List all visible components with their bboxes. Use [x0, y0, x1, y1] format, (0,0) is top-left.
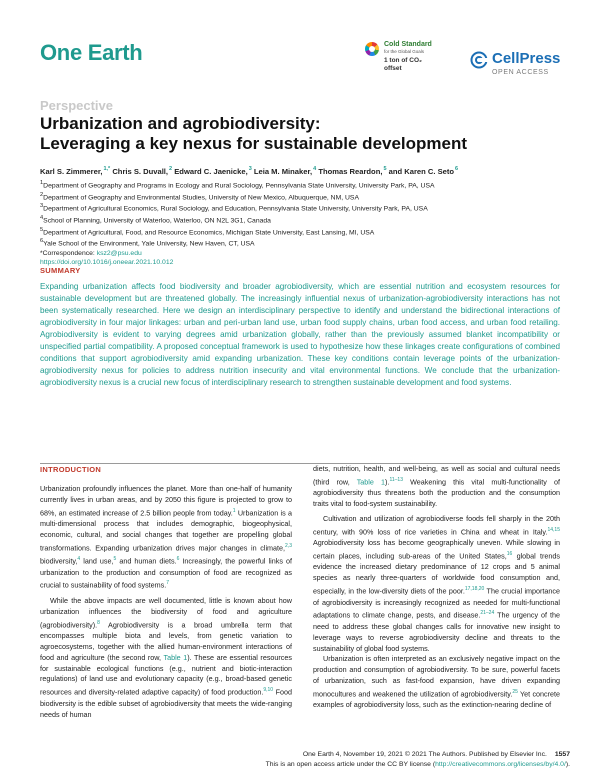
journal-title: One Earth [40, 40, 143, 65]
table-1-link[interactable]: Table 1 [356, 477, 386, 487]
body-column-right [313, 464, 560, 711]
affiliation: $^3$Department of Agricultural Economics, Rural Sociology, and Education, Pennsylvania State University, University Park, PA, USA [40, 203, 428, 213]
doi-link[interactable]: https://doi.org/10.1016/j.oneear.2021.10.012 [40, 259, 174, 267]
cold-standard-tagline: for the Global Goals [384, 49, 425, 54]
affiliation: $^5$Department of Agricultural, Food, and Resource Economics, Michigan State University, East Lansing, MI, USA [40, 226, 375, 236]
summary-text: Expanding urbanization affects food biodiversity and broader agrobiodiversity, which are essential nutrition and ecosystem resources for sustainable development but are threatened globally. The increasingly influential nexus of urbanization-agrobiodiversity interactions has not been systematically researched. Here we design an interdisciplinary perspective to identify and understand the bidirectional interactions of agrobiodiversity in four major linkages: urban and peri-urban land use, urban food supply chains, urban food access, and urban food retailing. Agrobiodiversity is evident to varying degrees amid urbanization globally, rather than the previously assumed blanket incompatibility or unspecified partial compatibility. A proposed conceptual framework is used to hypothesize how these linkages create configurations of combined conditions that support agrobiodiversity amid expanding urbanization. These key conditions contain leverage points of the urbanization-agrobiodiversity nexus for policies to address nutrition insecurity and vital environmental functions. We conclude that the urbanization-agrobiodiversity nexus is a crucial new focus of interdisciplinary research to strengthen sustainable development and food systems. [40, 282, 560, 388]
license-link[interactable]: http://creativecommons.org/licenses/by/4.0/ [435, 760, 566, 768]
carbon-offset-label: 1 ton of CO₂ offset [384, 57, 422, 72]
publisher-name: CellPress [492, 50, 561, 67]
correspondence-email[interactable]: ksz2@psu.edu [96, 250, 142, 258]
author[interactable]: Karl S. Zimmerer,$^{1,*}$ [40, 166, 111, 176]
paragraph: Cultivation and utilization of agrobiodiverse foods fell sharply in the 20th century, with 90% loss of rice varieties in China and wheat in Italy.$^{14,15}$ Agrobiodiversity loss has become geographically uneven. While slowing in certain places, including sub-areas of the United States,$^{16}$ global trends evidence the increased dietary predominance of 12 crops and 5 animal species as nearly three-quarters of worldwide food consumption and, especially, in the low-diversity diets of the poor.$^{17,18,20}$ The crucial importance of agrobiodiversity is increasingly recognized as needed for multi-functional adaptations to climate change, pests, and disease.$^{21-24}$ The urgency of the need to address these global changes calls for innovative new insight to leverage ways to reverse agrobiodiversity decline and threats to the sustainability of global food systems. [313, 514, 561, 653]
author[interactable]: Leia M. Minaker,$^4$ [253, 166, 317, 176]
affiliation: $^1$Department of Geography and Programs in Ecology and Rural Sociology, Pennsylvania State University, University Park, PA, USA [40, 180, 435, 190]
author[interactable]: and Karen C. Seto$^6$ [388, 166, 459, 176]
citation-line: One Earth 4, November 19, 2021 © 2021 The Authors. Published by Elsevier Inc. 1557 [302, 751, 570, 758]
table-1-link[interactable]: Table 1 [163, 652, 188, 662]
affiliation: $^2$Department of Geography and Environmental Studies, University of New Mexico, Albuquerque, NM, USA [40, 191, 359, 201]
cellpress-icon [470, 51, 488, 69]
title-line-2: Leveraging a key nexus for sustainable development [40, 134, 468, 153]
paragraph: While the above impacts are well documented, little is known about how urbanization influences the biodiversity of food and agriculture (agrobiodiversity).$^8$ Agrobiodiversity is a broad umbrella term that encompasses multiple biota and levels, from genetic variation to agroecosystems, together with the allied human-environment interactions of food and agriculture (the second row, Table 1). These are essential resources for sustainable ecological functions (e.g., nutrient and biotic-interaction regulations) of land use and evolutionary capacity (e.g., broad-based genetic resources and diversity-related adaptive capacity) of food production.$^{9,10}$ Food biodiversity is the edible subset of agrobiodiversity that meets the wide-ranging needs of human [40, 595, 292, 719]
page-number: 1557 [554, 751, 570, 758]
sdg-ring-icon [365, 42, 379, 56]
affiliations [40, 179, 570, 268]
author-list [40, 166, 570, 176]
paragraph: Urbanization profoundly influences the planet. More than one-half of humanity currently lives in urban areas, and by 2050 this figure is projected to grow to 68%, an estimated increase of 2.5 billion people from today.$^1$ Urbanization is a multi-dimensional process that includes demographic, biogeophysical, economic, cultural, and social changes that together are propelling global transformations. Expanding urbanization drives major changes in climate,$^{2,3}$ biodiversity,$^4$ land use,$^5$ and human diets.$^6$ Increasingly, the powerful links of urbanization to the production and consumption of food are recognized as crucial to sustainability of food systems.$^7$ [40, 484, 293, 590]
body-column-left [40, 484, 292, 720]
correspondence: *Correspondence: ksz2@psu.edu [40, 250, 142, 258]
author[interactable]: Edward C. Jaenicke,$^3$ [174, 166, 252, 176]
introduction-heading: INTRODUCTION [40, 465, 102, 474]
title-line-1: Urbanization and agrobiodiversity: [40, 114, 321, 133]
open-access-label: OPEN ACCESS [492, 69, 549, 76]
author[interactable]: Thomas Reardon,$^5$ [318, 166, 387, 176]
affiliation: $^4$School of Planning, University of Waterloo, Waterloo, ON N2L 3G1, Canada [40, 215, 271, 225]
page-footer [266, 750, 570, 769]
article-type: Perspective [40, 98, 113, 113]
author[interactable]: Chris S. Duvall,$^2$ [112, 166, 173, 176]
summary-heading: SUMMARY [40, 266, 81, 275]
cold-standard-logo [365, 38, 433, 84]
license-line: This is an open access article under the CC BY license (http://creativecommons.org/licenses/by/4.0/). [265, 760, 570, 768]
article-title [40, 114, 560, 154]
paragraph: Urbanization is often interpreted as an exclusively negative impact on the production and consumption of agrobiodiversity. To be sure, powerful facets of urbanization, such as fast-food expansion, have driven expanding monocultures and weakened the utilization of agrobiodiversity.$^{25}$ Yet concrete examples of agrobiodiversity loss, such as the extinction-nearing decline of [313, 654, 561, 710]
affiliation: $^6$Yale School of the Environment, Yale University, New Haven, CT, USA [40, 238, 255, 248]
cold-standard-name: Cold Standard [384, 41, 432, 48]
paragraph: diets, nutrition, health, and well-being, as well as social and cultural needs (third row, Table 1).$^{11-13}$ Weakening this vital multi-functionality of agrobiodiversity thus threatens both the production and the consumption traits vital to food-system sustainability. [313, 464, 560, 509]
